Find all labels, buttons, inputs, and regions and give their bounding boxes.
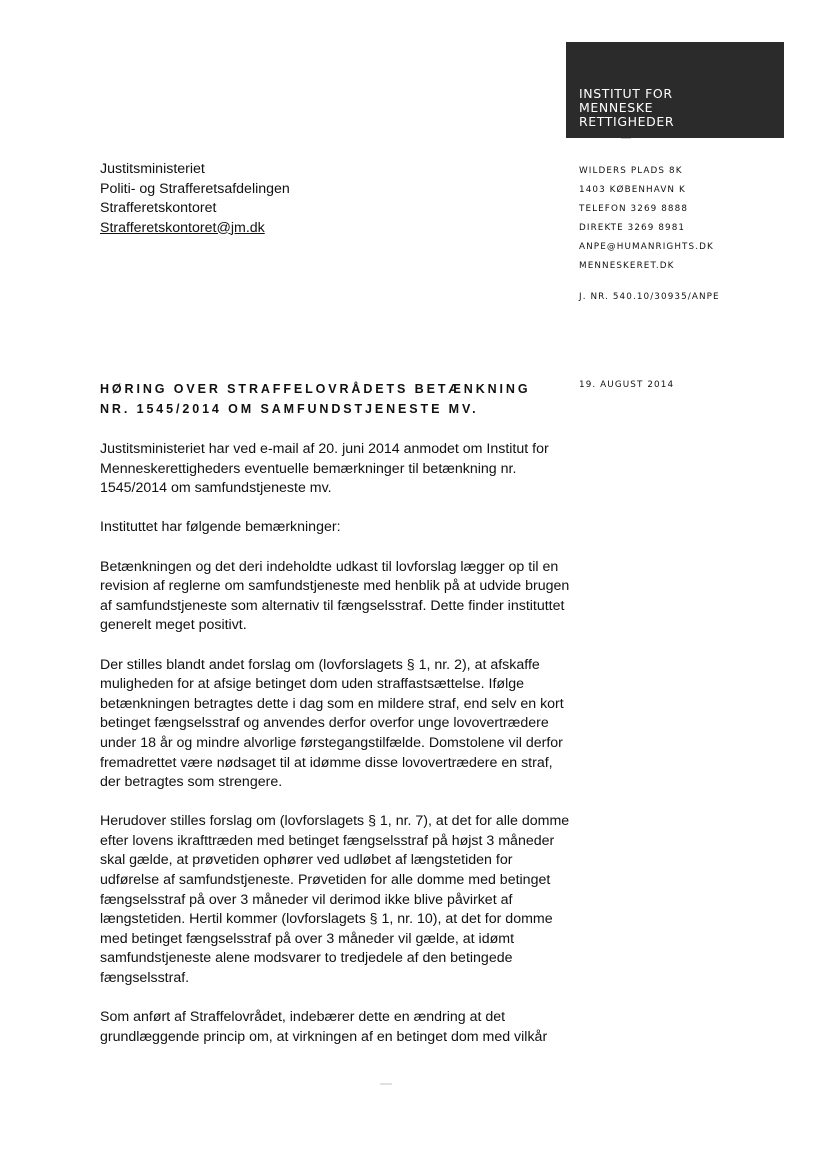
body-paragraph: Justitsministeriet har ved e-mail af 20. juni 2014 anmodet om Institut for Menneskerettigheders eventuelle bemærkninger til betænkning nr. 1545/2014 om samfundstjeneste mv. bbox=[100, 441, 549, 497]
sender-line: TELEFON 3269 8888 bbox=[579, 204, 689, 214]
journal-number: J. NR. 540.10/30935/ANPE bbox=[579, 292, 720, 302]
title-line: HØRING OVER STRAFFELOVRÅDETS BETÆNKNING bbox=[100, 382, 531, 396]
recipient-line: Justitsministeriet bbox=[100, 161, 205, 177]
title-line: NR. 1545/2014 OM SAMFUNDSTJENESTE MV. bbox=[100, 402, 479, 416]
letter-body bbox=[100, 440, 572, 1067]
body-paragraph: Instituttet har følgende bemærkninger: bbox=[100, 519, 341, 536]
body-paragraph: Der stilles blandt andet forslag om (lovforslagets § 1, nr. 2), at afskaffe muligheden for at afsige betinget dom uden straffastsættelse. Ifølge betænkningen betragtes dette i dag som en mildere straf, end selv en kort betinget fængselsstraf og anvendes derfor overfor unge lovovertrædere under 18 år og mindre alvorlige førstegangstilfælde. Domstolene vil derfor fremadrettet være nødsaget til at idømme disse lovovertrædere en straf, der betragtes som strengere. bbox=[100, 656, 564, 791]
body-paragraph: Betænkningen og det deri indeholdte udkast til lovforslag lægger op til en revision af reglerne om samfundstjeneste med henblik på at udvide brugen af samfundstjeneste som alternativ til fængselsstraf. Dette finder instituttet generelt meget positivt. bbox=[100, 558, 570, 634]
recipient-address bbox=[100, 160, 290, 238]
scan-artifact bbox=[380, 1083, 392, 1085]
sender-address bbox=[579, 162, 714, 276]
recipient-email-link[interactable]: Strafferetskontoret@jm.dk bbox=[100, 219, 265, 236]
logo-line: INSTITUT FOR bbox=[579, 86, 673, 101]
recipient-line: Politi- og Strafferetsafdelingen bbox=[100, 180, 290, 197]
document-title bbox=[100, 379, 570, 419]
logo-text bbox=[579, 87, 674, 129]
scan-artifact bbox=[621, 138, 631, 139]
logo-line: MENNESKE bbox=[579, 100, 654, 115]
sender-line: WILDERS PLADS 8K bbox=[579, 166, 683, 176]
sender-line: 1403 KØBENHAVN K bbox=[579, 185, 686, 195]
body-paragraph: Herudover stilles forslag om (lovforslagets § 1, nr. 7), at det for alle domme efter lovens ikrafttræden med betinget fængselsstraf på højst 3 måneder skal gælde, at prøvetiden ophører ved udløbet af længstetiden for udførelse af samfundstjeneste. Prøvetiden for alle domme med betinget fængselsstraf på over 3 måneder vil derimod ikke blive påvirket af længstetiden. Hertil kommer (lovforslagets § 1, nr. 10), at det for domme med betinget fængselsstraf på over 3 måneder vil gælde, at idømt samfundstjeneste alene modsvarer to tredjedele af den betingede fængselsstraf. bbox=[100, 813, 570, 987]
logo-line: RETTIGHEDER bbox=[579, 114, 675, 129]
sender-line: DIREKTE 3269 8981 bbox=[579, 223, 686, 233]
body-paragraph: Som anført af Straffelovrådet, indebærer dette en ændring at det grundlæggende princip om, at virkningen af en betinget dom med vilkår bbox=[100, 1009, 548, 1045]
recipient-line: Strafferetskontoret bbox=[100, 200, 217, 216]
sender-line: ANPE@HUMANRIGHTS.DK bbox=[579, 242, 714, 252]
letter-date: 19. AUGUST 2014 bbox=[579, 380, 675, 390]
sender-line: MENNESKERET.DK bbox=[579, 261, 675, 271]
institute-logo bbox=[566, 42, 784, 138]
